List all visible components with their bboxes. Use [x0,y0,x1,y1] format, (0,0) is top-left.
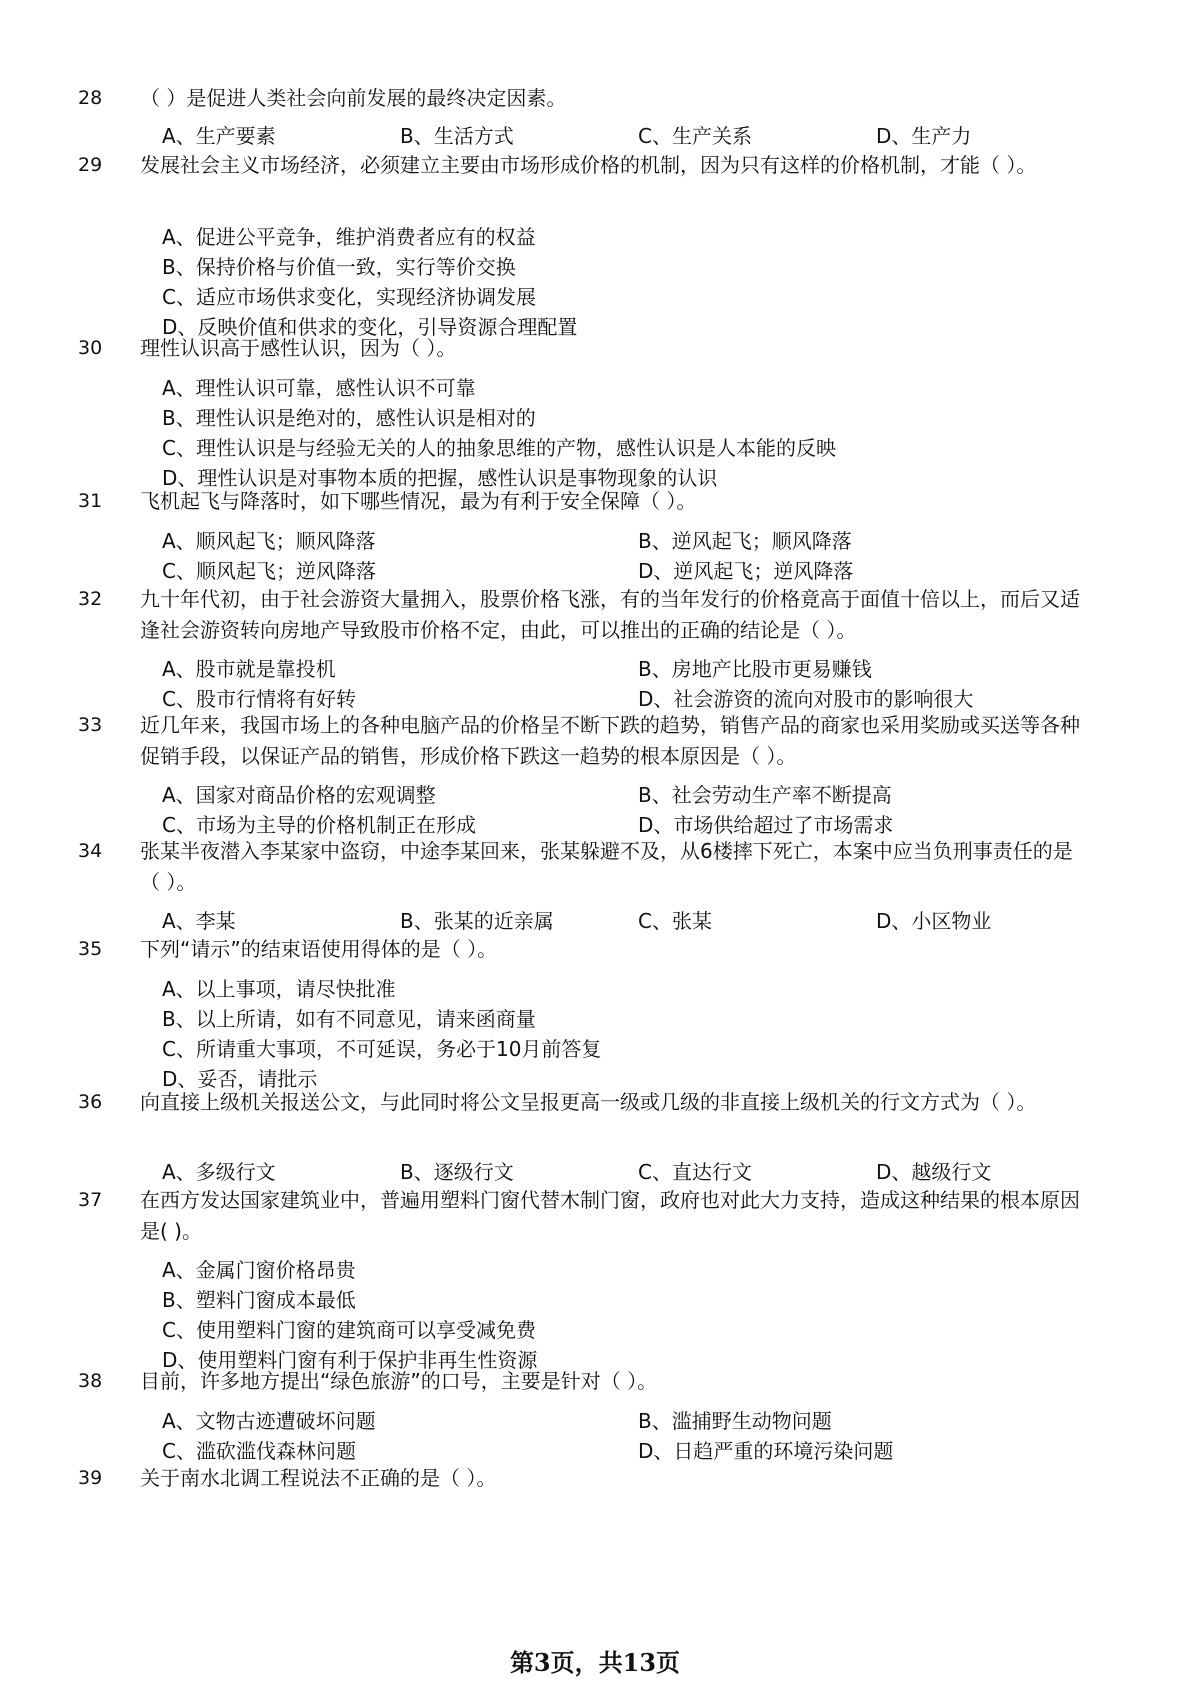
option-a: A、以上事项，请尽快批准 [162,977,396,1001]
options [162,780,1082,840]
question-number: 30 [78,337,103,359]
options [162,1157,1082,1187]
option-b: B、生活方式 [400,124,514,148]
page-footer: 第3页，共13页 [509,1648,681,1677]
option-b: B、滥捕野生动物问题 [638,1409,832,1433]
option-c: C、张某 [638,909,712,933]
option-c: C、适应市场供求变化，实现经济协调发展 [162,285,536,309]
option-b: B、以上所请，如有不同意见，请来函商量 [162,1007,536,1031]
question-number: 36 [78,1091,103,1113]
option-b: B、社会劳动生产率不断提高 [638,783,892,807]
options [162,526,1082,586]
option-c: C、股市行情将有好转 [162,687,356,711]
question-number: 38 [78,1370,103,1392]
option-b: B、逐级行文 [400,1160,514,1184]
question-number: 35 [78,938,103,960]
options [162,222,1082,342]
option-d: D、小区物业 [876,909,992,933]
option-d: D、越级行文 [876,1160,992,1184]
option-d: D、妥否，请批示 [162,1067,318,1091]
option-d: D、社会游资的流向对股市的影响很大 [638,687,974,711]
options [162,654,1082,714]
option-d: D、市场供给超过了市场需求 [638,813,894,837]
options [162,1255,1082,1375]
option-a: A、股市就是靠投机 [162,657,336,681]
option-a: A、生产要素 [162,124,276,148]
question-stem: 理性认识高于感性认识，因为（ ）。 [140,336,457,360]
option-a: A、金属门窗价格昂贵 [162,1258,356,1282]
option-b: B、房地产比股市更易赚钱 [638,657,872,681]
option-b: B、保持价格与价值一致，实行等价交换 [162,255,516,279]
question-stem: （ ）是促进人类社会向前发展的最终决定因素。 [140,86,567,110]
option-c: C、滥砍滥伐森林问题 [162,1439,356,1463]
option-c: C、所请重大事项，不可延误，务必于10月前答复 [162,1037,602,1061]
option-a: A、国家对商品价格的宏观调整 [162,783,436,807]
option-b: B、塑料门窗成本最低 [162,1288,356,1312]
question-stem: 目前，许多地方提出“绿色旅游”的口号，主要是针对（ ）。 [140,1369,658,1393]
option-d: D、逆风起飞；逆风降落 [638,559,854,583]
option-a: A、多级行文 [162,1160,276,1184]
option-d: D、使用塑料门窗有利于保护非再生性资源 [162,1348,538,1372]
question-stem: 张某半夜潜入李某家中盗窃，中途李某回来，张某躲避不及，从6楼摔下死亡，本案中应当负刑事责任的是（ ）。 [140,839,1073,894]
options [162,121,1082,151]
question-number: 33 [78,714,103,736]
option-a: A、文物古迹遭破坏问题 [162,1409,376,1433]
options [162,906,1082,936]
question-number: 28 [78,87,103,109]
question-number: 31 [78,490,103,512]
options [162,373,1082,493]
question-number: 29 [78,154,103,176]
option-d: D、反映价值和供求的变化，引导资源合理配置 [162,315,578,339]
option-c: C、使用塑料门窗的建筑商可以享受减免费 [162,1318,536,1342]
option-d: D、日趋严重的环境污染问题 [638,1439,894,1463]
option-b: B、张某的近亲属 [400,909,554,933]
question-stem: 向直接上级机关报送公文，与此同时将公文呈报更高一级或几级的非直接上级机关的行文方式为（ ）。 [140,1090,1037,1114]
option-b: B、逆风起飞；顺风降落 [638,529,852,553]
option-a: A、促进公平竞争，维护消费者应有的权益 [162,225,536,249]
question-stem: 发展社会主义市场经济，必须建立主要由市场形成价格的机制，因为只有这样的价格机制，才能（ ）。 [140,153,1037,177]
question-number: 34 [78,840,103,862]
options [162,1406,1082,1466]
options [162,974,1082,1094]
question-stem: 关于南水北调工程说法不正确的是（ ）。 [140,1466,497,1490]
option-c: C、生产关系 [638,124,752,148]
option-c: C、理性认识是与经验无关的人的抽象思维的产物，感性认识是人本能的反映 [162,436,836,460]
option-b: B、理性认识是绝对的，感性认识是相对的 [162,406,536,430]
question-stem: 九十年代初，由于社会游资大量拥入，股票价格飞涨，有的当年发行的价格竟高于面值十倍以上，而后又适逢社会游资转向房地产导致股市价格不定，由此，可以推出的正确的结论是（ ）。 [140,587,1080,642]
question-stem: 飞机起飞与降落时，如下哪些情况，最为有利于安全保障（ ）。 [140,489,697,513]
question-stem: 下列“请示”的结束语使用得体的是（ ）。 [140,937,498,961]
option-c: C、市场为主导的价格机制正在形成 [162,813,476,837]
option-c: C、直达行文 [638,1160,752,1184]
question-number: 32 [78,588,103,610]
question-number: 37 [78,1189,103,1211]
question-number: 39 [78,1467,103,1489]
option-d: D、生产力 [876,124,972,148]
option-a: A、李某 [162,909,236,933]
option-a: A、理性认识可靠，感性认识不可靠 [162,376,476,400]
option-d: D、理性认识是对事物本质的把握，感性认识是事物现象的认识 [162,466,718,490]
question-stem: 近几年来，我国市场上的各种电脑产品的价格呈不断下跌的趋势，销售产品的商家也采用奖励或买送等各种促销手段，以保证产品的销售，形成价格下跌这一趋势的根本原因是（ ）。 [140,713,1080,768]
option-a: A、顺风起飞；顺风降落 [162,529,376,553]
option-c: C、顺风起飞；逆风降落 [162,559,376,583]
question-stem: 在西方发达国家建筑业中，普遍用塑料门窗代替木制门窗，政府也对此大力支持，造成这种结果的根本原因是( )。 [140,1188,1080,1243]
